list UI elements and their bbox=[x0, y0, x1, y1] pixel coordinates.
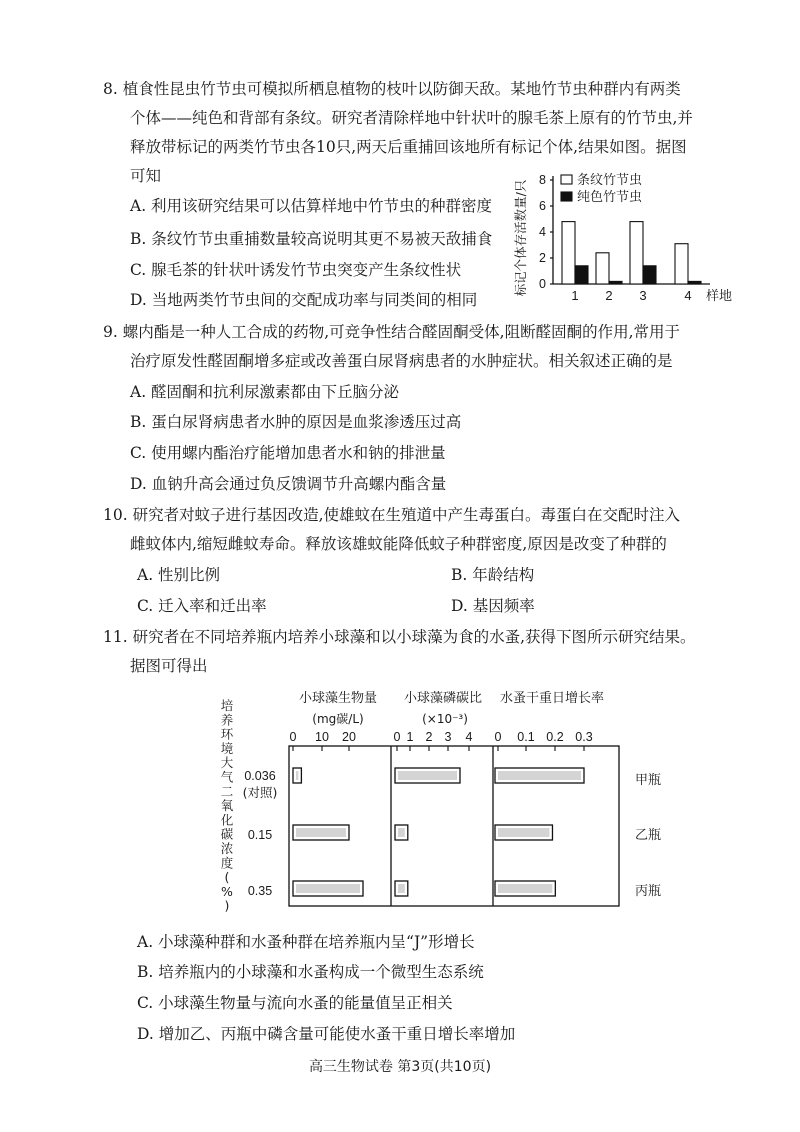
q11-panel2-unit: (×10⁻³) bbox=[422, 712, 468, 726]
q11-tick-label: 0 bbox=[289, 730, 297, 744]
q11-ylabel-char: 气 bbox=[220, 769, 234, 785]
q8-option-c[interactable]: C. 腺毛茶的针状叶诱发竹节虫突变产生条纹性状 bbox=[130, 261, 462, 279]
q11-bar-shade bbox=[398, 828, 405, 837]
q11-bar-shade bbox=[296, 884, 360, 893]
q11-option-a[interactable]: A. 小球藻种群和水蚤种群在培养瓶内呈“J”形增长 bbox=[137, 933, 475, 951]
q8-xtick-label: 4 bbox=[684, 288, 692, 303]
q11-bar-shade bbox=[498, 771, 581, 780]
q10-stem-line2: 雌蚊体内,缩短雌蚊寿命。释放该雄蚊能降低蚊子种群密度,原因是改变了种群的 bbox=[130, 535, 667, 553]
q11-tick-label: 0.1 bbox=[517, 730, 535, 744]
q11-panel-chart bbox=[215, 680, 675, 920]
q11-tick-label: 0 bbox=[494, 730, 502, 744]
q11-tick-label: 0.3 bbox=[575, 730, 593, 744]
q11-tick-label: 10 bbox=[315, 730, 329, 744]
q8-bar-striped-site-3 bbox=[630, 222, 643, 284]
q11-tick-label: 1 bbox=[406, 730, 414, 744]
q8-bar-striped-site-1 bbox=[562, 222, 575, 284]
q11-ylabel-char: 大 bbox=[220, 755, 234, 771]
q8-bar-chart bbox=[505, 166, 750, 306]
q11-tick-label: 20 bbox=[342, 730, 356, 744]
q8-ytick-label: 0 bbox=[539, 277, 546, 291]
q11-row-label-2: 0.15 bbox=[247, 828, 273, 842]
q11-ylabel-char: 二 bbox=[220, 783, 234, 799]
q8-bar-plain-site-1 bbox=[575, 266, 588, 284]
q11-ylabel-char: 境 bbox=[220, 740, 234, 756]
q8-ytick-label: 8 bbox=[539, 173, 546, 187]
q10-option-c[interactable]: C. 迁入率和迁出率 bbox=[137, 597, 267, 615]
q8-chart-ylabel: 标记个体存活数量/只 bbox=[513, 179, 528, 297]
q8-ytick-label: 2 bbox=[539, 251, 546, 265]
q8-stem-line4: 可知 bbox=[130, 167, 162, 185]
q10-option-b[interactable]: B. 年龄结构 bbox=[451, 566, 535, 584]
q8-bar-striped-site-4 bbox=[675, 244, 688, 284]
q11-stem-line2: 据图可得出 bbox=[130, 657, 208, 675]
q9-option-c[interactable]: C. 使用螺内酯治疗能增加患者水和钠的排泄量 bbox=[130, 444, 446, 462]
q8-bar-plain-site-3 bbox=[643, 266, 656, 284]
q8-option-a[interactable]: A. 利用该研究结果可以估算样地中竹节虫的种群密度 bbox=[130, 197, 493, 215]
q8-stem-line1: 8. 植食性昆虫竹节虫可模拟所栖息植物的枝叶以防御天敌。某地竹节虫种群内有两类 bbox=[103, 80, 681, 98]
q8-legend-label-plain: 纯色竹节虫 bbox=[577, 190, 643, 205]
q11-option-c[interactable]: C. 小球藻生物量与流向水蚤的能量值呈正相关 bbox=[137, 994, 453, 1012]
q11-bar-shade bbox=[296, 771, 298, 780]
q11-bar-shade bbox=[296, 828, 346, 837]
q11-option-b[interactable]: B. 培养瓶内的小球藻和水蚤构成一个微型生态系统 bbox=[137, 963, 484, 981]
q8-xtick-label: 3 bbox=[639, 288, 647, 303]
q9-option-a[interactable]: A. 醛固酮和抗利尿激素都由下丘脑分泌 bbox=[130, 383, 400, 401]
q11-ylabel-char: 度 bbox=[220, 855, 234, 871]
q8-stem-line2: 个体——纯色和背部有条纹。研究者清除样地中针状叶的腺毛茶上原有的竹节虫,并 bbox=[130, 109, 693, 127]
q11-bar-shade bbox=[398, 884, 405, 893]
q11-tick-label: 0.2 bbox=[546, 730, 564, 744]
q11-ylabel-char: 培 bbox=[220, 698, 234, 713]
q8-ytick-label: 4 bbox=[539, 225, 546, 239]
q8-legend-swatch-plain bbox=[561, 192, 572, 201]
q10-option-a[interactable]: A. 性别比例 bbox=[137, 566, 221, 584]
q8-bar-plain-site-4 bbox=[688, 281, 701, 284]
q11-bottle-label-bing: 丙瓶 bbox=[635, 884, 662, 899]
q11-tick-label: 3 bbox=[444, 730, 452, 744]
q8-stem-line3: 释放带标记的两类竹节虫各10只,两天后重捕回该地所有标记个体,结果如图。据图 bbox=[130, 138, 687, 156]
q10-option-d[interactable]: D. 基因频率 bbox=[451, 597, 535, 615]
q11-ylabel-char: ( bbox=[224, 869, 230, 885]
q11-bar-shade bbox=[498, 828, 549, 837]
q11-row-label-1b: (对照) bbox=[242, 785, 278, 800]
q8-option-d[interactable]: D. 当地两类竹节虫间的交配成功率与同类间的相同 bbox=[130, 291, 478, 309]
q8-legend-swatch-striped bbox=[561, 175, 572, 184]
q11-row-label-1: 0.036 bbox=[244, 769, 276, 783]
q11-ylabel-char: 环 bbox=[220, 726, 234, 742]
q11-tick-label: 2 bbox=[425, 730, 433, 744]
q9-option-b[interactable]: B. 蛋白尿肾病患者水肿的原因是血浆渗透压过高 bbox=[130, 413, 462, 431]
q11-tick-label: 4 bbox=[465, 730, 473, 744]
q11-ylabel-char: 养 bbox=[220, 712, 234, 728]
q11-option-d[interactable]: D. 增加乙、丙瓶中磷含量可能使水蚤干重日增长率增加 bbox=[137, 1025, 516, 1043]
q8-legend-label-striped: 条纹竹节虫 bbox=[577, 173, 643, 188]
q11-bar-shade bbox=[398, 771, 457, 780]
q9-stem-line1: 9. 螺内酯是一种人工合成的药物,可竞争性结合醛固酮受体,阻断醛固酮的作用,常用于 bbox=[103, 323, 680, 341]
q11-ylabel-char: 浓 bbox=[220, 841, 234, 856]
q9-option-d[interactable]: D. 血钠升高会通过负反馈调节升高螺内酯含量 bbox=[130, 475, 447, 493]
q11-bottle-label-jia: 甲瓶 bbox=[635, 773, 662, 788]
q8-option-b[interactable]: B. 条纹竹节虫重捕数量较高说明其更不易被天敌捕食 bbox=[130, 230, 493, 248]
q10-stem-line1: 10. 研究者对蚊子进行基因改造,使雄蚊在生殖道中产生毒蛋白。毒蛋白在交配时注入 bbox=[103, 506, 681, 524]
q11-tick-label: 0 bbox=[393, 730, 401, 744]
q11-ylabel-char: 化 bbox=[220, 812, 234, 828]
q11-stem-line1: 11. 研究者在不同培养瓶内培养小球藻和以小球藻为食的水蚤,获得下图所示研究结果。 bbox=[103, 628, 696, 646]
q11-ylabel-char: ) bbox=[224, 898, 230, 914]
q8-ytick-label: 6 bbox=[539, 199, 546, 213]
q8-chart-xlabel: 样地 bbox=[706, 289, 733, 304]
q11-bar-shade bbox=[498, 884, 552, 893]
q8-xtick-label: 2 bbox=[605, 288, 613, 303]
q11-panel1-title: 小球藻生物量 bbox=[298, 691, 378, 706]
q9-stem-line2: 治疗原发性醛固酮增多症或改善蛋白尿肾病患者的水肿症状。相关叙述正确的是 bbox=[130, 352, 673, 370]
q11-panel1-unit: (mg碳/L) bbox=[312, 712, 364, 726]
q11-ylabel-char: 氧 bbox=[220, 798, 234, 814]
q11-bottle-label-yi: 乙瓶 bbox=[635, 828, 662, 843]
q11-panel2-title: 小球藻磷碳比 bbox=[403, 691, 483, 706]
q11-row-label-3: 0.35 bbox=[247, 884, 273, 898]
page-footer: 高三生物试卷 第3页(共10页) bbox=[308, 1059, 492, 1075]
q8-bar-striped-site-2 bbox=[596, 253, 609, 284]
q11-ylabel-char: 碳 bbox=[220, 826, 234, 842]
q8-xtick-label: 1 bbox=[571, 288, 579, 303]
q8-bar-plain-site-2 bbox=[609, 281, 622, 284]
q11-panel3-title: 水蚤干重日增长率 bbox=[499, 691, 605, 706]
q11-ylabel-char: % bbox=[221, 883, 233, 899]
